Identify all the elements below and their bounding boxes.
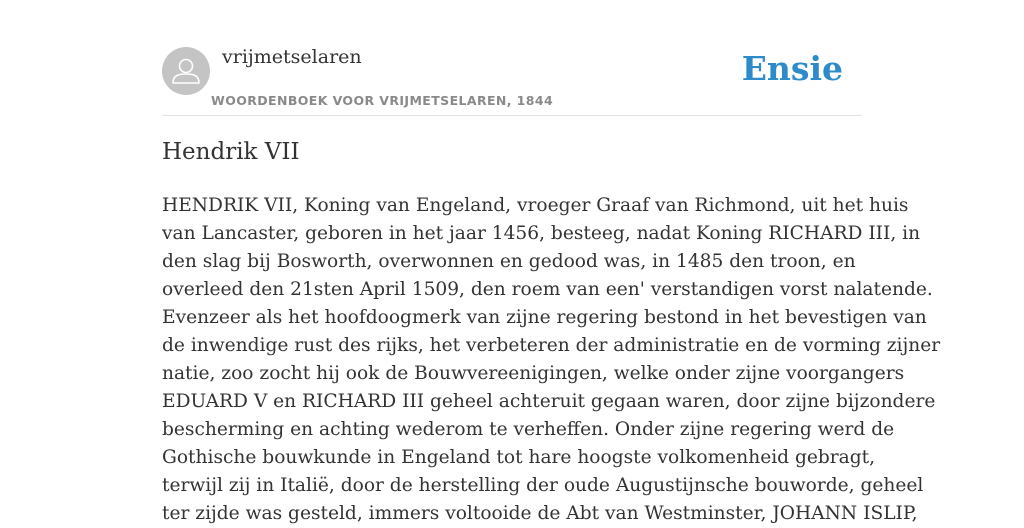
body-line: overleed den 21sten April 1509, den roem van een' verstandigen vorst nalatende. (162, 279, 933, 300)
header-divider (162, 115, 862, 116)
body-line: van Lancaster, geboren in het jaar 1456, besteeg, nadat Koning RICHARD III, in (162, 223, 921, 244)
body-line: terwijl zij in Italië, door de herstelling der oude Augustijnsche bouworde, geheel (162, 475, 924, 496)
body-line: EDUARD V en RICHARD III geheel achteruit gegaan waren, door zijne bijzondere (162, 391, 936, 412)
body-line: de inwendige rust des rijks, het verbeteren der administratie en de vorming zijner (162, 335, 941, 356)
body-line: natie, zoo zocht hij ook de Bouwvereenigingen, welke onder zijne voorgangers (162, 363, 905, 384)
source-label[interactable]: WOORDENBOEK VOOR VRIJMETSELAREN, 1844 (211, 93, 554, 108)
body-line: ter zijde was gesteld, immers voltooide de Abt van Westminster, JOHANN ISLIP, (162, 503, 918, 524)
body-line: Evenzeer als het hoofdoogmerk van zijne regering bestond in het bevestigen van (162, 307, 927, 328)
body-line: Gothische bouwkunde in Engeland tot hare hoogste volkomenheid gebragt, (162, 447, 876, 468)
body-line: HENDRIK VII, Koning van Engeland, vroeger Graaf van Richmond, uit het huis (162, 195, 909, 216)
body-line: den slag bij Bosworth, overwonnen en gedood was, in 1485 den troon, en (162, 251, 856, 272)
ensie-logo[interactable]: Ensie (741, 49, 843, 88)
author-username[interactable]: vrijmetselaren (222, 46, 362, 68)
avatar[interactable] (162, 47, 210, 95)
article-title: Hendrik VII (162, 139, 300, 165)
article-body (162, 192, 941, 528)
user-icon (162, 47, 210, 95)
body-line: bescherming en achting wederom te verheffen. Onder zijne regering werd de (162, 419, 895, 440)
